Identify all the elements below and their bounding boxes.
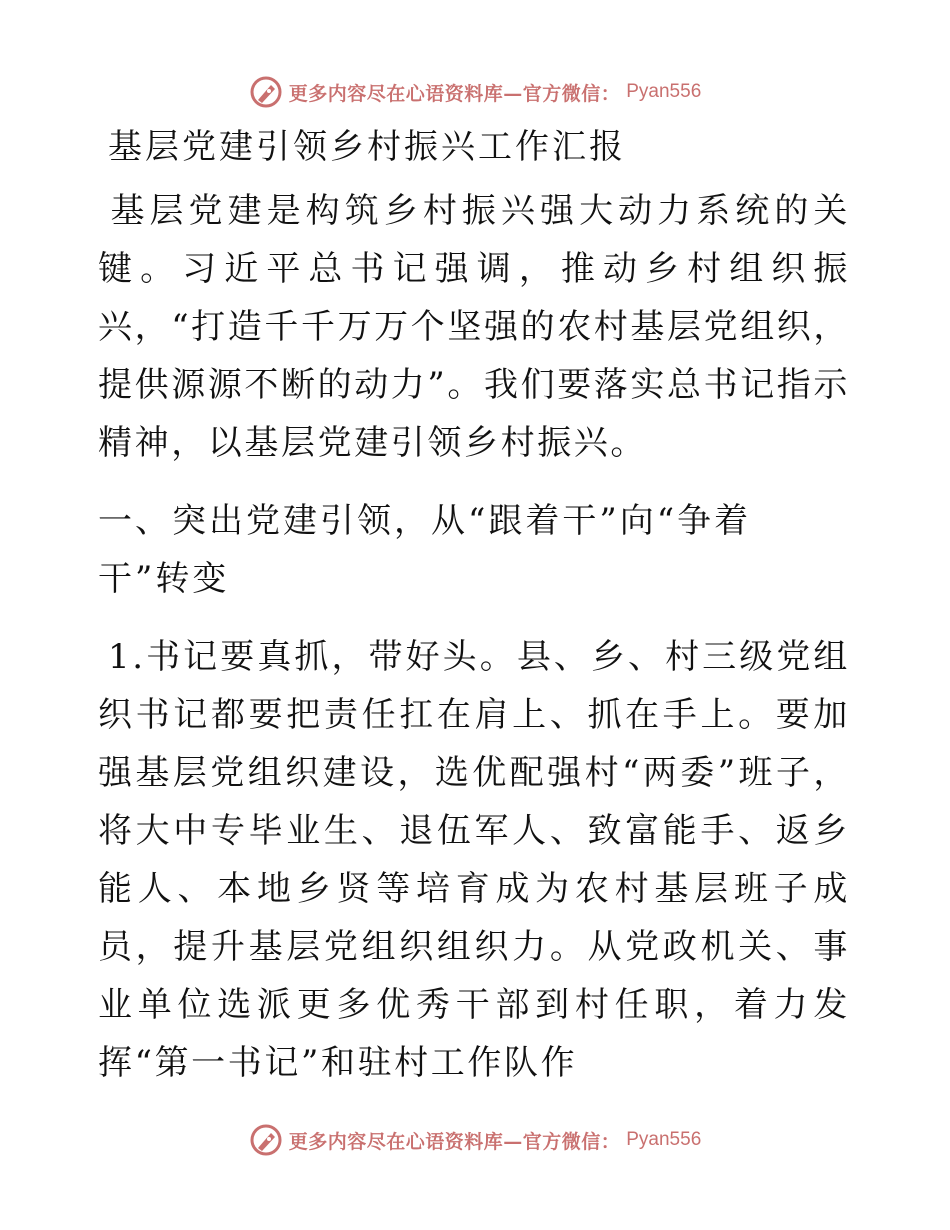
footer-watermark bbox=[0, 1118, 950, 1162]
document-title: 基层党建引领乡村振兴工作汇报 bbox=[108, 127, 626, 167]
watermark-contact: Pyan556 bbox=[626, 1129, 702, 1150]
point-paragraph bbox=[98, 628, 850, 1092]
intro-text: 基层党建是构筑乡村振兴强大动力系统的关键。习近平总书记强调，推动乡村组织振兴，“打造千千万万个坚强的农村基层党组织，提供源源不断的动力”。我们要落实总书记指示精神，以基层党建引领乡村振兴。 bbox=[98, 191, 850, 463]
document-body bbox=[98, 118, 850, 1112]
section-heading bbox=[98, 492, 758, 608]
point-text: 1.书记要真抓，带好头。县、乡、村三级党组织书记都要把责任扛在肩上、抓在手上。要加强基层党组织建设，选优配强村“两委”班子，将大中专毕业生、退伍军人、致富能手、返乡能人、本地乡贤等培育成为农村基层班子成员，提升基层党组织组织力。从党政机关、事业单位选派更多优秀干部到村任职，着力发挥“第一书记”和驻村工作队作 bbox=[98, 637, 850, 1083]
watermark-text: 更多内容尽在心语资料库—官方微信： bbox=[288, 82, 621, 105]
watermark-text: 更多内容尽在心语资料库—官方微信： bbox=[288, 1130, 621, 1153]
pen-nib-seal-icon bbox=[249, 1123, 283, 1157]
intro-paragraph bbox=[98, 182, 850, 472]
section-heading-text: 一、突出党建引领，从“跟着干”向“争着干”转变 bbox=[98, 501, 752, 599]
watermark-contact: Pyan556 bbox=[626, 81, 702, 102]
header-watermark bbox=[0, 70, 950, 114]
pen-nib-seal-icon bbox=[249, 75, 283, 109]
